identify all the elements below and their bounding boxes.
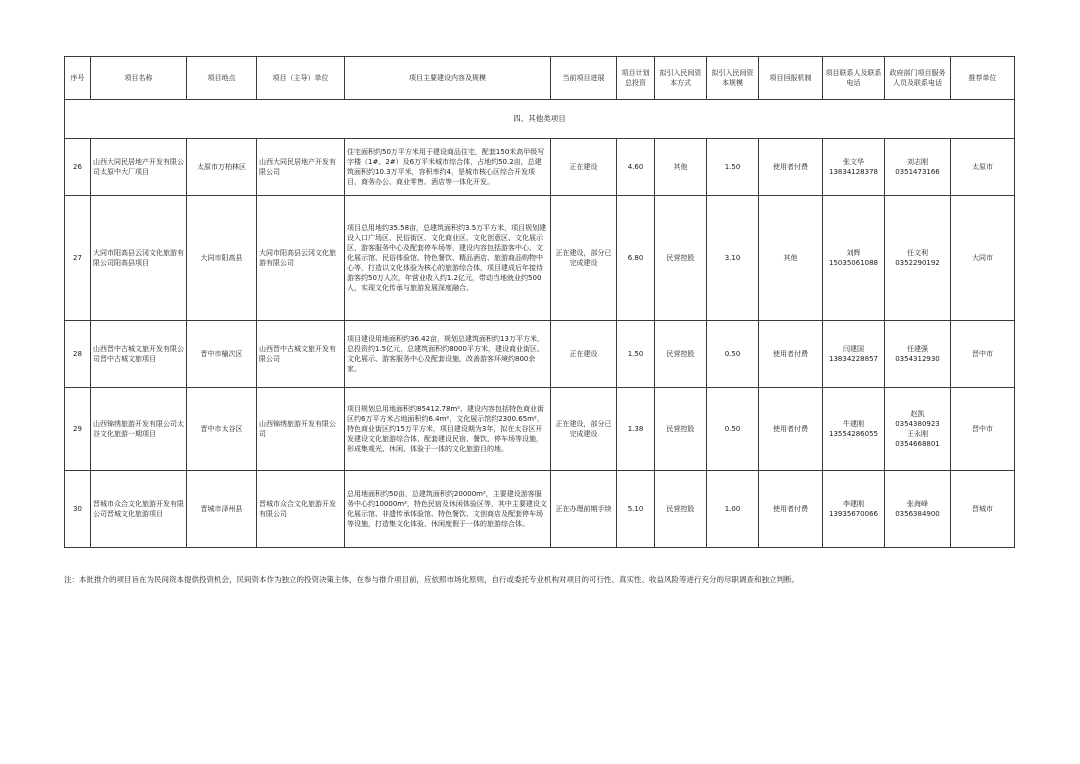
- cell-unit: 晋城市众合文化旅游开发有限公司: [257, 471, 345, 548]
- cell-contact: 牛建刚 13554286055: [823, 388, 885, 471]
- project-table: [64, 56, 1015, 548]
- cell-gov: 任文利 0352290192: [885, 196, 951, 321]
- cell-no: 26: [65, 139, 91, 196]
- header-cell: 拟引入民间资本方式: [655, 57, 707, 100]
- cell-gov: 刘志刚 0351473166: [885, 139, 951, 196]
- cell-name: 山西晋中古城文旅开发有限公司晋中古城文旅项目: [91, 321, 187, 388]
- cell-location: 晋城市泽州县: [187, 471, 257, 548]
- cell-content: 项目建设用地面积约36.42亩，规划总建筑面积约13万平方米，总投资约1.5亿元，总建筑面积约8000平方米，建设商业街区、文化展示、游客服务中心及配套设施，改善游客环境约800余家。: [345, 321, 551, 388]
- cell-gov: 张海峰 0356384900: [885, 471, 951, 548]
- cell-no: 28: [65, 321, 91, 388]
- cell-location: 大同市阳高县: [187, 196, 257, 321]
- table-row: [65, 139, 1015, 196]
- cell-scale: 1.50: [707, 139, 759, 196]
- cell-method: 民营控股: [655, 471, 707, 548]
- header-cell: 项目回报机制: [759, 57, 823, 100]
- cell-gov: 赵凯 0354380923 王永刚 0354668801: [885, 388, 951, 471]
- cell-method: 民营控股: [655, 321, 707, 388]
- footnote: 注：本批推介的项目旨在为民间资本提供投资机会，民间资本作为独立的投资决策主体，在参与推介项目前，应依照市场化原则，自行或委托专业机构对项目的可行性、真实性、收益风险等进行充分的尽职调查和独立判断。: [64, 575, 799, 584]
- cell-mechanism: 使用者付费: [759, 139, 823, 196]
- cell-scale: 1.00: [707, 471, 759, 548]
- cell-recommender: 大同市: [951, 196, 1015, 321]
- cell-investment: 5.10: [617, 471, 655, 548]
- cell-location: 太原市万柏林区: [187, 139, 257, 196]
- cell-gov: 任建强 0354312930: [885, 321, 951, 388]
- cell-recommender: 晋中市: [951, 321, 1015, 388]
- table-row: [65, 388, 1015, 471]
- table-row: [65, 196, 1015, 321]
- cell-content: 总用地面积约50亩，总建筑面积约20000m²，主要建设游客服务中心约10000m²，特色民宿及休闲体验区等，其中主要建设文化展示馆、非遗传承体验馆、特色餐饮、文创商店及配套停车场等设施，打造集文化体验、休闲度假于一体的旅游综合体。: [345, 471, 551, 548]
- header-cell: 推荐单位: [951, 57, 1015, 100]
- cell-investment: 1.50: [617, 321, 655, 388]
- section-title: 四、其他类项目: [65, 100, 1015, 139]
- cell-contact: 闫建国 13834228857: [823, 321, 885, 388]
- cell-no: 30: [65, 471, 91, 548]
- section-row: [65, 100, 1015, 139]
- table-header-row: [65, 57, 1015, 100]
- cell-name: 山西锦绣旅游开发有限公司太谷文化旅游一期项目: [91, 388, 187, 471]
- header-cell: 项目（主导）单位: [257, 57, 345, 100]
- cell-unit: 山西大同民居地产开发有限公司: [257, 139, 345, 196]
- header-cell: 项目主要建设内容及规模: [345, 57, 551, 100]
- cell-contact: 李建刚 13935670066: [823, 471, 885, 548]
- cell-investment: 6.80: [617, 196, 655, 321]
- cell-name: 大同市阳高县云冈文化旅游有限公司阳高县项目: [91, 196, 187, 321]
- cell-unit: 山西晋中古城文旅开发有限公司: [257, 321, 345, 388]
- cell-contact: 张文华 13834128378: [823, 139, 885, 196]
- table-row: [65, 321, 1015, 388]
- cell-method: 其他: [655, 139, 707, 196]
- header-cell: 项目计划总投资: [617, 57, 655, 100]
- cell-name: 山西大同民居地产开发有限公司太原中大厂项目: [91, 139, 187, 196]
- cell-method: 民营控股: [655, 388, 707, 471]
- table-row: [65, 471, 1015, 548]
- cell-mechanism: 使用者付费: [759, 321, 823, 388]
- header-cell: 项目名称: [91, 57, 187, 100]
- header-cell: 当前项目进展: [551, 57, 617, 100]
- cell-progress: 正在建设: [551, 139, 617, 196]
- cell-content: 住宅面积约50万平方米用于建设商品住宅，配套150米高甲级写字楼（1#、2#）及6万平米城市综合体，占地约50.2亩，总建筑面积约10.3万平米，容积率约4，是城市核心区综合开发项目，商务办公、商业零售、酒店等一体化开发。: [345, 139, 551, 196]
- cell-mechanism: 使用者付费: [759, 471, 823, 548]
- cell-content: 项目总用地约35.58亩，总建筑面积约3.5万平方米，项目规划建设入口广场区、民俗街区、文化商业区、文化创意区、文化展示区、游客服务中心及配套停车场等，建设内容包括游客中心、文化展示馆、民俗体验馆、特色餐饮、精品酒店、旅游商品购物中心等，打造以文化体验为核心的旅游综合体，项目建成后年接待游客约50万人次，年营业收入约1.2亿元，带动当地就业约500人，实现文化传承与旅游发展深度融合。: [345, 196, 551, 321]
- cell-no: 27: [65, 196, 91, 321]
- cell-mechanism: 使用者付费: [759, 388, 823, 471]
- cell-recommender: 太原市: [951, 139, 1015, 196]
- header-cell: 项目地点: [187, 57, 257, 100]
- cell-unit: 大同市阳高县云冈文化旅游有限公司: [257, 196, 345, 321]
- cell-location: 晋中市榆次区: [187, 321, 257, 388]
- cell-content: 项目规划总用地面积约85412.78m²，建设内容包括特色商业街区约6万平方米占地面积约6.4m²，文化展示馆约2300.65m²，特色商业街区约15万平方米，项目建设期为3年，拟在太谷区开发建设文化旅游综合体，配套建设民宿、餐饮、停车场等设施，形成集观光、休闲、体验于一体的文化旅游目的地。: [345, 388, 551, 471]
- cell-scale: 0.50: [707, 321, 759, 388]
- cell-recommender: 晋中市: [951, 388, 1015, 471]
- cell-name: 晋城市众合文化旅游开发有限公司晋城文化旅游项目: [91, 471, 187, 548]
- header-cell: 序号: [65, 57, 91, 100]
- header-cell: 拟引入民间资本规模: [707, 57, 759, 100]
- cell-location: 晋中市太谷区: [187, 388, 257, 471]
- cell-mechanism: 其他: [759, 196, 823, 321]
- cell-no: 29: [65, 388, 91, 471]
- cell-progress: 正在建设: [551, 321, 617, 388]
- cell-investment: 1.38: [617, 388, 655, 471]
- cell-investment: 4.60: [617, 139, 655, 196]
- cell-progress: 正在建设，部分已完成建设: [551, 388, 617, 471]
- cell-contact: 刘辉 15035061088: [823, 196, 885, 321]
- cell-scale: 3.10: [707, 196, 759, 321]
- header-cell: 政府部门项目服务人员及联系电话: [885, 57, 951, 100]
- cell-unit: 山西锦绣旅游开发有限公司: [257, 388, 345, 471]
- cell-recommender: 晋城市: [951, 471, 1015, 548]
- project-table-sheet: [64, 56, 1014, 548]
- cell-method: 民营控股: [655, 196, 707, 321]
- header-cell: 项目联系人及联系电话: [823, 57, 885, 100]
- cell-scale: 0.50: [707, 388, 759, 471]
- cell-progress: 正在办理前期手续: [551, 471, 617, 548]
- cell-progress: 正在建设，部分已完成建设: [551, 196, 617, 321]
